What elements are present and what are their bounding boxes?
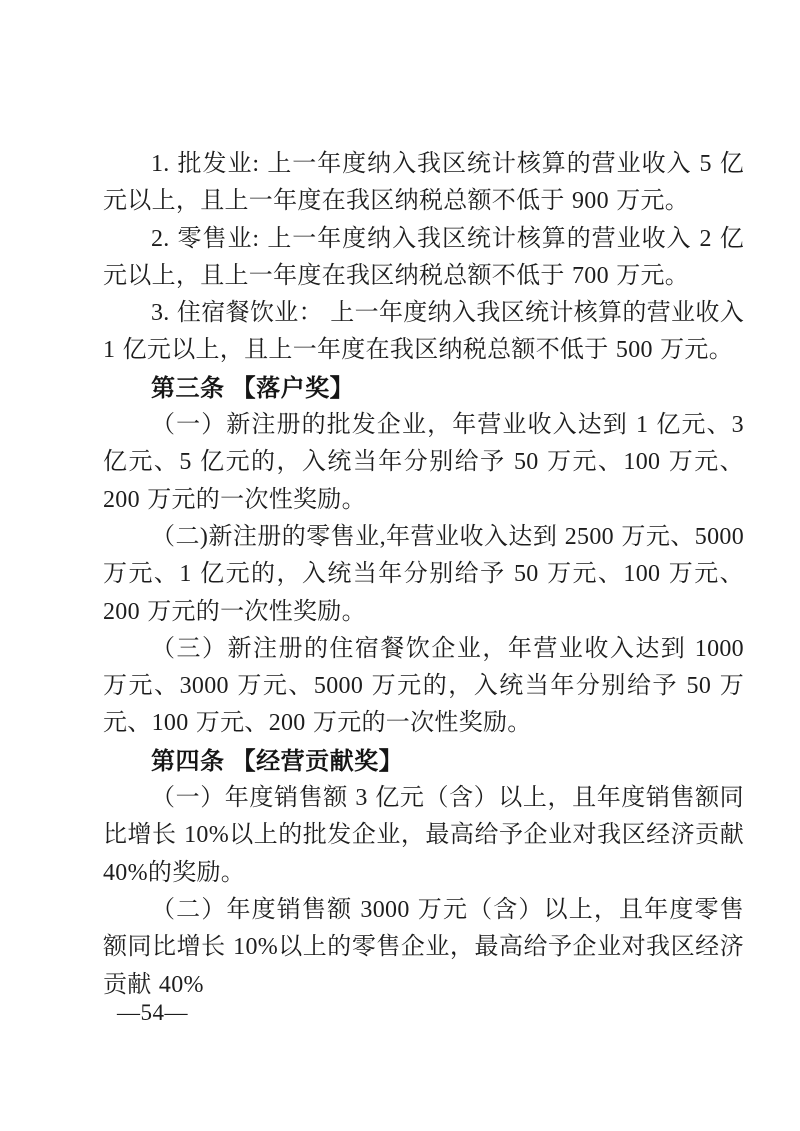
- page-number: —54—: [117, 1000, 188, 1025]
- clause-hotel-catering-threshold: 3. 住宿餐饮业： 上一年度纳入我区统计核算的营业收入 1 亿元以上，且上一年度在我区纳税总额不低于 500 万元。: [103, 300, 744, 364]
- clause-settlement-retail: （二)新注册的零售业,年营业收入达到 2500 万元、5000 万元、1 亿元的，入统当年分别给予 50 万元、100 万元、200 万元的一次性奖励。: [103, 523, 744, 625]
- document-body: [103, 146, 744, 1004]
- heading-article-3-settlement-award: 第三条 【落户奖】: [151, 374, 355, 402]
- clause-settlement-hotel-catering: （三）新注册的住宿餐饮企业，年营业收入达到 1000 万元、3000 万元、5000 万元的，入统当年分别给予 50 万元、100 万元、200 万元的一次性奖励。: [103, 635, 744, 737]
- clause-retail-threshold: 2. 零售业: 上一年度纳入我区统计核算的营业收入 2 亿元以上，且上一年度在我区纳税总额不低于 700 万元。: [103, 225, 744, 289]
- clause-wholesale-threshold: 1. 批发业: 上一年度纳入我区统计核算的营业收入 5 亿元以上，且上一年度在我区纳税总额不低于 900 万元。: [103, 151, 744, 215]
- clause-contribution-retail: （二）年度销售额 3000 万元（含）以上，且年度零售额同比增长 10%以上的零售企业，最高给予企业对我区经济贡献 40%: [103, 896, 744, 998]
- heading-article-4-contribution-award: 第四条 【经营贡献奖】: [151, 747, 404, 775]
- clause-contribution-wholesale: （一）年度销售额 3 亿元（含）以上，且年度销售额同比增长 10%以上的批发企业，最高给予企业对我区经济贡献 40%的奖励。: [103, 785, 744, 886]
- clause-settlement-wholesale: （一）新注册的批发企业，年营业收入达到 1 亿元、3 亿元、5 亿元的，入统当年分别给予 50 万元、100 万元、200 万元的一次性奖励。: [103, 412, 744, 513]
